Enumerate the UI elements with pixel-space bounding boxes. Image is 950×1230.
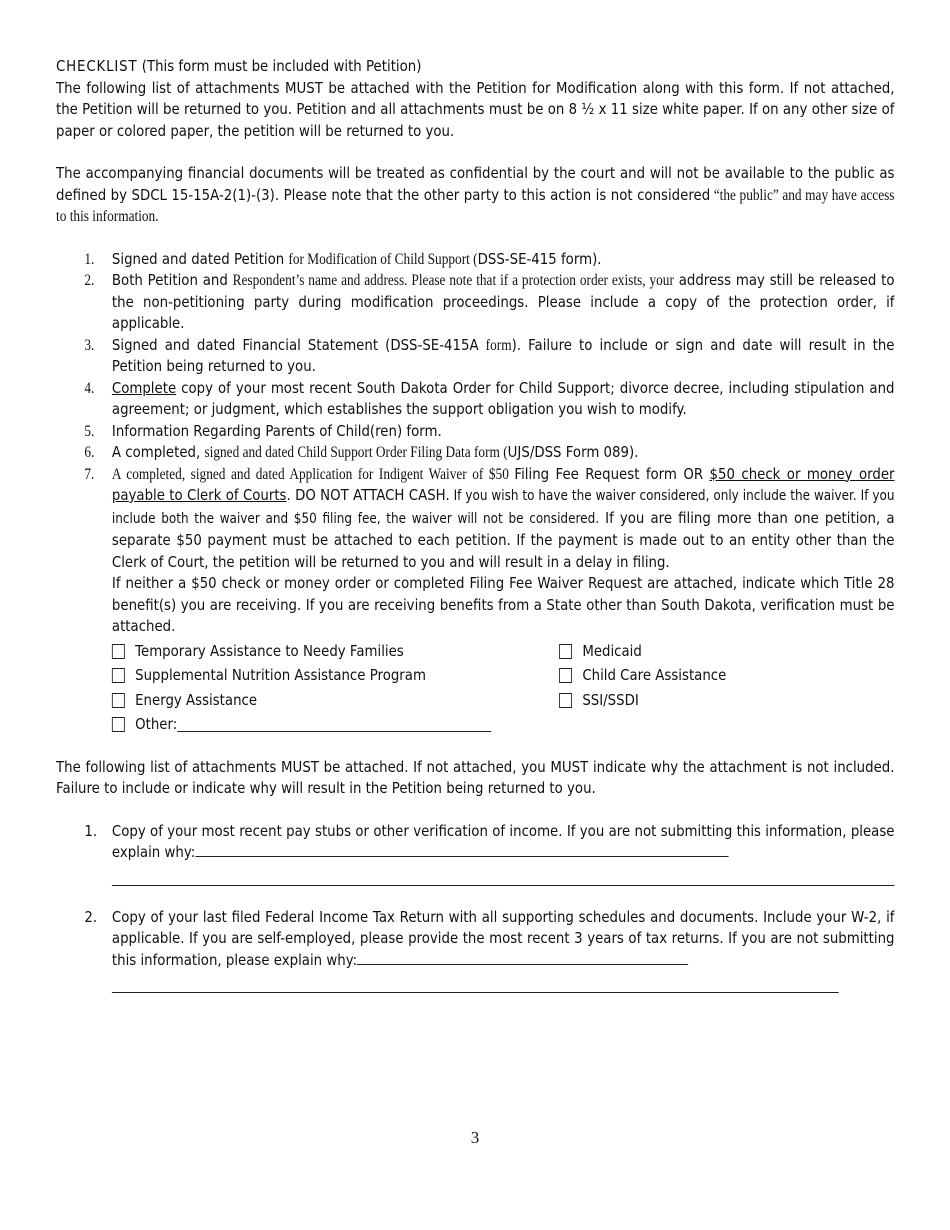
checkbox-tanf[interactable]: Temporary Assistance to Needy Families (112, 641, 559, 663)
other-input-line[interactable] (177, 717, 491, 732)
list-item: 7. A completed, signed and dated Application for Indigent Waiver of $50 Filing Fee Request form OR $50 check or money order payable to Clerk of Courts. DO NOT ATTACH CASH. If you wish to have the waiver considered, only include the waiver. If you include both the waiver and $50 filing fee, the waiver will not be considered. If you are filing more than one petition, a separate $50 payment must be attached to each petition. If the payment is made out to an entity other than the Clerk of Court, the petition will be returned to you and will result in a delay in filing. If neither a $50 check or money order or completed Filing Fee Waiver Request are attached, indicate which Title 28 benefit(s) you are receiving. If you are receiving benefits from a State other than South Dakota, verification must be attached. Temporary Assistance to Needy Families Medicaid Supplemental Nutrition Assistance Program Child Care Assistance Energy Assistance SSI/SSDI Other: (56, 464, 895, 736)
explain-input-line[interactable] (112, 864, 895, 886)
checklist-subtitle: (This form must be included with Petition) (137, 57, 422, 75)
page-number: 3 (470, 1128, 480, 1147)
confidential-notice (56, 163, 895, 228)
checklist-intro: The following list of attachments MUST be attached with the Petition for Modification along with this form. If not attached, the Petition will be returned to you. Petition and all attachments must be on 8 ½ x 11 size white paper. If on any other size of paper or colored paper, the petition will be returned to you. (56, 78, 895, 140)
checkbox-other[interactable]: Other: (112, 714, 559, 736)
checkbox-medicaid[interactable]: Medicaid (559, 641, 903, 663)
checkbox-icon[interactable] (112, 693, 125, 708)
list-item: 2. Copy of your last filed Federal Income Tax Return with all supporting schedules and documents. Include your W-2, if applicable. If you are self-employed, please provide the most recent 3 years of tax returns. If you are not submitting this information, please explain why: (56, 907, 895, 994)
checkbox-icon[interactable] (112, 717, 125, 732)
list-item: 1. Copy of your most recent pay stubs or other verification of income. If you are not submitting this information, please explain why: (56, 821, 895, 886)
confidential-text-a: The accompanying financial documents will be treated as confidential by the court and will not be available to the public as defined by SDCL 15-15A-2(1)-(3). Please note that the other party to this action is not considered (56, 164, 895, 204)
checkbox-icon[interactable] (559, 693, 572, 708)
list-item: 1. Signed and dated Petition for Modification of Child Support (DSS-SE-415 form). (84, 249, 602, 268)
checkbox-snap[interactable]: Supplemental Nutrition Assistance Program (112, 665, 559, 687)
benefits-instruction: If neither a $50 check or money order or completed Filing Fee Waiver Request are attached, indicate which Title 28 benefit(s) you are receiving. If you are receiving benefits from a State other than South Dakota, verification must be attached. (111, 574, 895, 635)
list-item: 6. A completed, signed and dated Child Support Order Filing Data form (UJS/DSS Form 089). (84, 443, 639, 461)
required-attachments-list (56, 249, 895, 736)
checkbox-energy[interactable]: Energy Assistance (112, 690, 559, 712)
benefits-checkboxes (112, 641, 895, 736)
checkbox-child-care[interactable]: Child Care Assistance (559, 665, 903, 687)
list-item: 2. Both Petition and Respondent’s name and address. Please note that if a protection order exists, your address may still be released to the non-petitioning party during modification proceedings. Please include a copy of the protection order, if applicable. (84, 271, 895, 332)
explain-input-line[interactable] (195, 842, 728, 857)
checkbox-icon[interactable] (112, 668, 125, 683)
explain-input-line[interactable] (357, 950, 688, 965)
list-item: 5. Information Regarding Parents of Child(ren) form. (84, 421, 442, 440)
checklist-title: CHECKLIST (56, 57, 138, 75)
list-item: 4. Complete copy of your most recent South Dakota Order for Child Support; divorce decree, including stipulation and agreement; or judgment, which establishes the support obligation you wish to modify. (84, 378, 895, 418)
checkbox-icon[interactable] (559, 668, 572, 683)
explain-input-line[interactable] (112, 971, 839, 993)
document-page (56, 56, 894, 993)
checklist-heading (56, 56, 895, 78)
checkbox-ssi-ssdi[interactable]: SSI/SSDI (559, 690, 903, 712)
list-item: 3. Signed and dated Financial Statement (DSS-SE-415A form). Failure to include or sign and date will result in the Petition being returned to you. (84, 335, 895, 375)
checkbox-icon[interactable] (559, 644, 572, 659)
second-intro: The following list of attachments MUST be attached. If not attached, you MUST indicate why the attachment is not included. Failure to include or indicate why will result in the Petition being returned to you. (56, 757, 895, 797)
explain-attachments-list (56, 821, 895, 994)
confidential-text-b: “the public” and may have access to this information. (56, 186, 895, 225)
checkbox-icon[interactable] (112, 644, 125, 659)
document-body (56, 56, 895, 993)
